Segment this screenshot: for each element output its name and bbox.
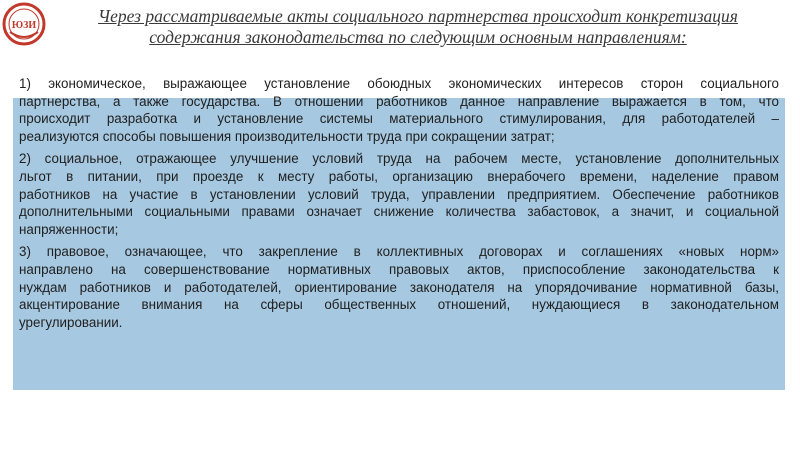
text-line: дополнительными социальными правами означает снижение количества забастовок, а значит, и социальной xyxy=(19,204,779,220)
text-line: происходит разработка и установление системы материального стимулирования, для работодателей – xyxy=(19,111,779,127)
content-body xyxy=(13,75,785,336)
text-line: 3) правовое, означающее, что закрепление в коллективных договорах и соглашениях «новых норм» xyxy=(19,244,779,260)
logo-text: ЮЗИ xyxy=(11,20,37,31)
text-line: направлено на совершенствование нормативных правовых актов, приспособление законодательства к xyxy=(19,261,779,277)
text-line: урегулировании. xyxy=(19,314,123,330)
institution-emblem-icon xyxy=(2,2,46,46)
text-line: работников на участие в установлении условий труда, управлении предприятием. Обеспечение работников xyxy=(19,186,779,202)
paragraph-legal xyxy=(19,243,779,331)
text-line: льгот в питании, при проезде к месту работы, организацию внерабочего времени, наделение правом xyxy=(19,168,779,184)
text-line: напряженности; xyxy=(19,221,119,237)
text-line: партнерства, а также государства. В отношении работников данное направление выражается в том, что xyxy=(19,93,779,109)
slide-title-line-2: содержания законодательства по следующим основным направлениям: xyxy=(149,27,687,47)
slide-title xyxy=(48,6,788,48)
text-line: реализуются способы повышения производительности труда при сокращении затрат; xyxy=(19,128,555,144)
text-line: 1) экономическое, выражающее установление обоюдных экономических интересов сторон социального xyxy=(19,76,779,91)
text-line: 2) социальное, отражающее улучшение условий труда на рабочем месте, установление дополнительных xyxy=(19,151,779,167)
paragraph-social xyxy=(19,150,779,238)
slide-title-line-1: Через рассматриваемые акты социального партнерства происходит конкретизация xyxy=(98,6,738,26)
text-line: акцентирование внимания на сферы общественных отношений, нуждающиеся в законодательном xyxy=(19,297,779,313)
paragraph-economic xyxy=(19,75,779,145)
text-line: нуждам работников и работодателей, ориентирование законодателя на упорядочивание нормативной базы, xyxy=(19,279,779,295)
